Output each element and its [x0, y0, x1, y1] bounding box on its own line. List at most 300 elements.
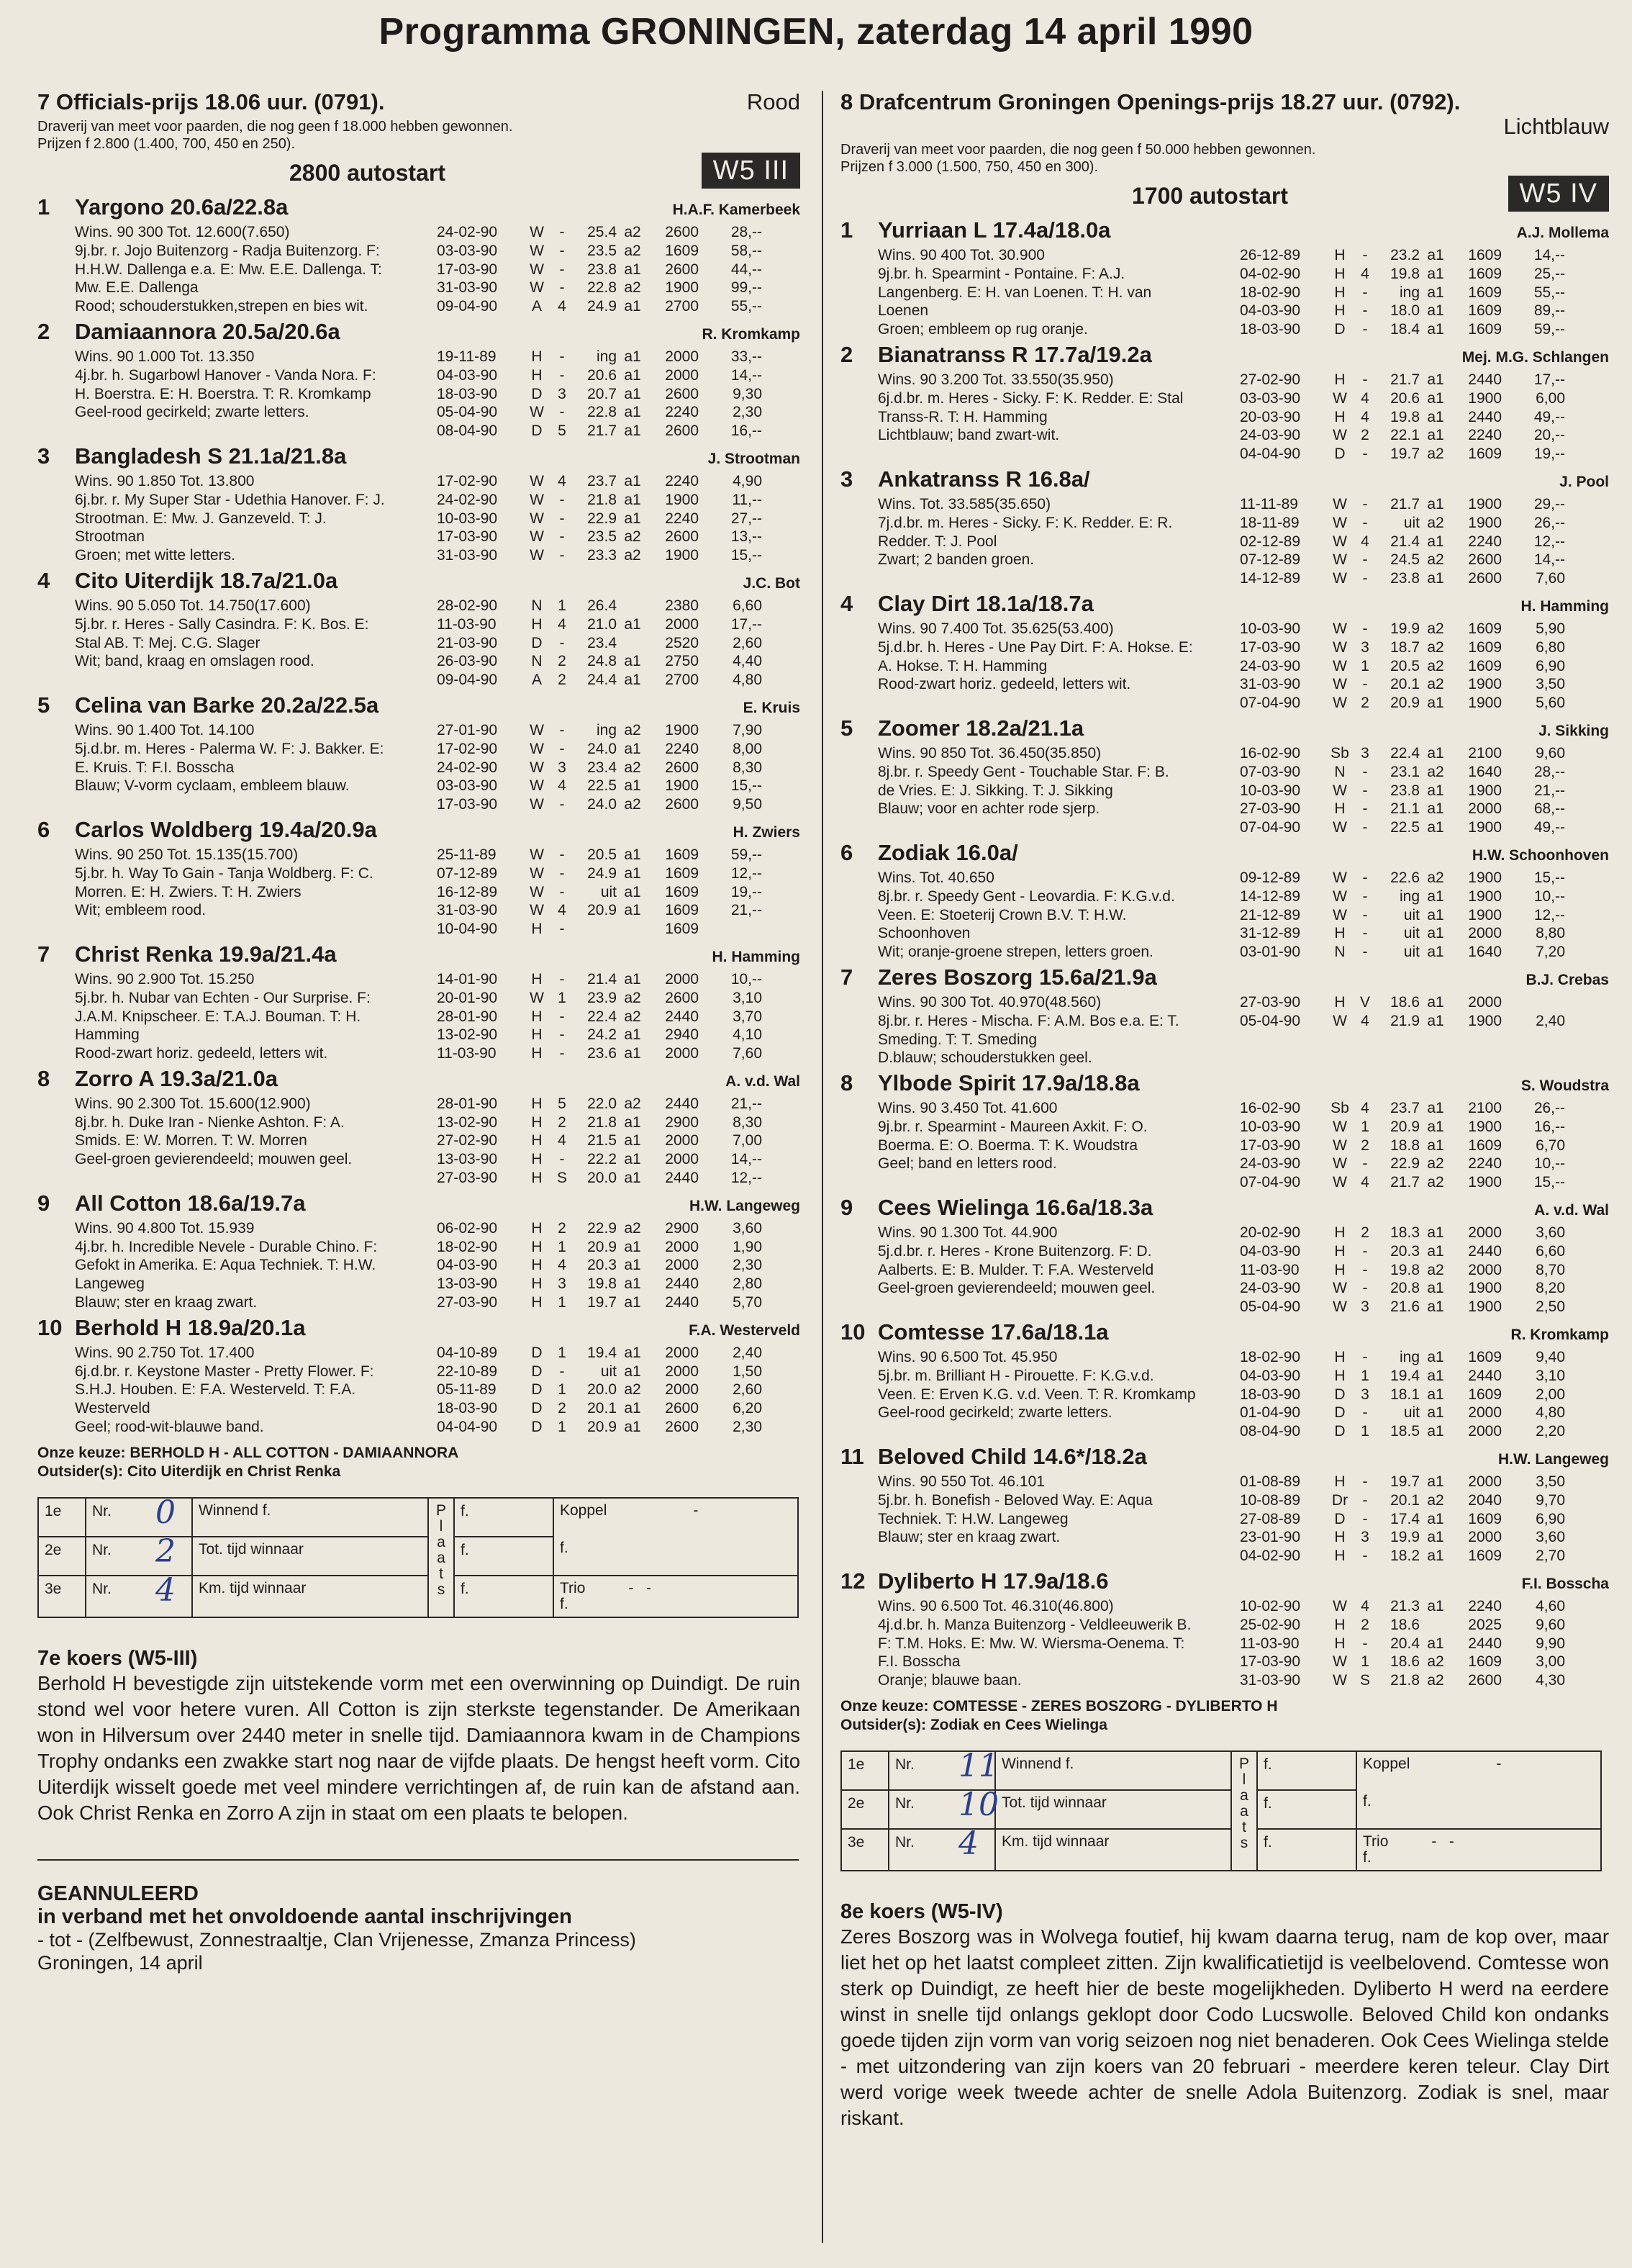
place: 2 — [1361, 1616, 1369, 1633]
place: 1 — [558, 1381, 566, 1399]
horse-entry — [37, 817, 800, 939]
odds: 4,40 — [733, 653, 762, 670]
track-code: W — [530, 224, 544, 240]
distance: 2000 — [1468, 1404, 1502, 1422]
time: 20.9 — [1390, 695, 1420, 712]
plaats-value: f. — [1257, 1751, 1356, 1790]
place: 1 — [558, 1419, 566, 1436]
odds: 1,50 — [733, 1363, 762, 1380]
track-code: H — [1334, 1224, 1346, 1242]
form-row — [1240, 1491, 1609, 1510]
horse-entry — [840, 1195, 1609, 1316]
horse-info-line: Geel-rood gecirkeld; zwarte letters. — [878, 1404, 1112, 1422]
distance: 2000 — [665, 366, 699, 384]
koppel-label: Koppel — [560, 1501, 607, 1519]
distance: 2240 — [665, 740, 699, 757]
time: 24.9 — [587, 298, 617, 315]
distance: 1900 — [665, 777, 699, 795]
horse-body — [37, 721, 800, 814]
track-code: W — [530, 796, 544, 813]
cancelled-details — [37, 1928, 800, 1974]
odds: 6,20 — [733, 1400, 762, 1417]
race-date: 24-02-90 — [437, 759, 498, 776]
trio-cell — [1356, 1829, 1601, 1871]
race-date: 21-03-90 — [437, 634, 498, 651]
race-date: 13-03-90 — [437, 1151, 498, 1168]
horse-info-line: Transs-R. T: H. Hamming — [878, 408, 1048, 425]
form-row — [1240, 782, 1609, 800]
time: 18.5 — [1390, 1423, 1420, 1440]
start-position: a1 — [1427, 1548, 1444, 1565]
start-position: a1 — [1427, 819, 1444, 836]
form-row — [1240, 320, 1609, 339]
form-row — [437, 279, 800, 297]
time: 20.9 — [587, 902, 617, 919]
distance: 1609 — [1468, 657, 1502, 674]
track-code: W — [530, 864, 544, 882]
odds: 4,60 — [1536, 1598, 1565, 1615]
form-row — [437, 846, 800, 864]
koppel-dash: - — [693, 1501, 699, 1519]
race-date: 08-04-90 — [1240, 1423, 1301, 1440]
distance: 2025 — [1468, 1616, 1502, 1633]
plaats-letter: P — [1238, 1756, 1249, 1773]
odds: 3,60 — [733, 1219, 762, 1237]
horse-number: 9 — [840, 1195, 853, 1221]
distance: 2380 — [665, 597, 699, 614]
start-position — [617, 597, 648, 615]
outsider-line: Outsider(s): Zodiak en Cees Wielinga — [840, 1717, 1107, 1734]
page-title: Programma GRONINGEN, zaterdag 14 april 1990 — [378, 11, 1254, 53]
horse-info — [37, 597, 437, 690]
start-position: a1 — [1427, 1529, 1444, 1546]
race-date: 18-03-90 — [1240, 1386, 1301, 1403]
distance: 2100 — [1468, 744, 1502, 762]
track-code: W — [530, 883, 544, 900]
race-date: 17-03-90 — [437, 261, 498, 278]
horse-info-line: E. Kruis. T: F.I. Bosscha — [75, 759, 235, 776]
time: 18.8 — [1390, 1137, 1420, 1154]
odds: 19,-- — [730, 883, 762, 900]
race-class-badge: W5 IV — [1508, 176, 1609, 212]
race-date: 27-03-90 — [437, 1170, 498, 1187]
track-code: H — [531, 1026, 543, 1044]
horse-body — [37, 970, 800, 1063]
horse-number: 6 — [37, 816, 50, 842]
distance: 2600 — [665, 528, 699, 546]
horse-info-line: Langeweg — [75, 1275, 145, 1293]
horse-info-line: Geel-groen gevierendeeld; mouwen geel. — [75, 1151, 353, 1168]
start-position: a2 — [624, 1008, 641, 1025]
track-code: H — [1334, 1635, 1346, 1652]
odds: 19,-- — [1533, 446, 1565, 463]
start-position: a1 — [1427, 1118, 1444, 1135]
race-date: 22-10-89 — [437, 1363, 498, 1380]
distance: 2000 — [1468, 1423, 1502, 1440]
start-position: a1 — [1427, 1635, 1444, 1652]
start-position: a1 — [624, 1045, 641, 1062]
place: 4 — [558, 1132, 566, 1149]
horse-body — [37, 223, 800, 316]
start-position: a1 — [1427, 427, 1444, 444]
horse-number: 5 — [37, 692, 50, 718]
horse-entry — [840, 1568, 1609, 1690]
place: - — [1362, 495, 1368, 512]
start-position: a1 — [624, 883, 641, 900]
start-position: a1 — [624, 1419, 641, 1436]
form-row — [437, 740, 800, 759]
odds: 16,-- — [730, 423, 762, 440]
track-code: W — [1333, 869, 1347, 886]
place: - — [1362, 1404, 1368, 1422]
horse-driver: J. Pool — [1559, 473, 1609, 490]
form-row — [437, 510, 800, 528]
horse-body — [840, 495, 1609, 588]
result-label: Winnend f. — [192, 1498, 428, 1537]
place: 4 — [558, 298, 566, 315]
time — [572, 920, 617, 939]
distance: 1609 — [1468, 1510, 1502, 1527]
place: - — [559, 491, 565, 508]
start-position: a1 — [624, 366, 641, 384]
start-position: a1 — [1427, 1137, 1444, 1154]
odds: 2,40 — [733, 1344, 762, 1361]
result-table-slot — [840, 1750, 1609, 1871]
horse-info-line: Wit; band, kraag en omslagen rood. — [75, 653, 314, 670]
time: 23.5 — [587, 528, 617, 546]
our-choice — [37, 1444, 800, 1481]
place: 4 — [558, 472, 566, 489]
race-date: 04-10-89 — [437, 1344, 498, 1361]
form-row — [437, 1293, 800, 1312]
odds: 17,-- — [730, 615, 762, 633]
cancelled-title: GEANNULEERD — [37, 1881, 199, 1905]
distance: 1900 — [665, 721, 699, 738]
finish-position: 3e — [841, 1829, 889, 1871]
race-date: 18-03-90 — [1240, 321, 1301, 338]
horse-number: 1 — [37, 194, 50, 220]
track-code: H — [531, 1170, 543, 1187]
place: 1 — [558, 989, 566, 1006]
place: 2 — [1361, 695, 1369, 712]
time: 21.1 — [1390, 800, 1420, 818]
track-code: W — [530, 759, 544, 776]
odds: 9,60 — [1536, 1616, 1565, 1633]
number-cell — [889, 1825, 995, 1871]
form-row — [437, 1095, 800, 1113]
track-code: H — [1334, 265, 1346, 282]
horse-body — [840, 744, 1609, 837]
horse-info-line: de Vries. E: J. Sikking. T: J. Sikking — [878, 782, 1113, 799]
horse-name: Zorro A 19.3a/21.0a — [75, 1065, 278, 1091]
track-code: H — [531, 1275, 543, 1293]
form-row — [1240, 1298, 1609, 1316]
odds: 14,-- — [730, 1151, 762, 1168]
place: - — [559, 721, 565, 738]
place: 1 — [1361, 1653, 1369, 1671]
time: 23.7 — [587, 472, 617, 489]
horse-info — [840, 1597, 1240, 1690]
odds: 3,60 — [1536, 1529, 1565, 1546]
track-code: W — [530, 404, 544, 421]
horse-info-line: Wins. 90 3.200 Tot. 33.550(35.950) — [878, 371, 1114, 388]
track-code: H — [1334, 1529, 1346, 1546]
place: 4 — [1361, 533, 1369, 550]
plaats-letter: t — [1242, 1819, 1246, 1836]
result-row — [841, 1829, 1601, 1871]
distance: 1900 — [1468, 819, 1502, 836]
horse-entry — [840, 1319, 1609, 1441]
distance: 2000 — [1468, 993, 1502, 1011]
place: S — [556, 1170, 567, 1187]
odds: 9,60 — [1536, 744, 1565, 762]
track-code: H — [1334, 408, 1346, 425]
horse-info — [37, 846, 437, 939]
track-code: H — [1334, 1616, 1346, 1633]
odds: 2,80 — [733, 1275, 762, 1293]
horse-info-line: 9j.br. r. Jojo Buitenzorg - Radja Buitenzorg. F: — [75, 242, 380, 259]
time: 22.2 — [587, 1151, 617, 1168]
horse-info-line: Blauw; voor en achter rode sjerp. — [878, 800, 1100, 818]
odds: 14,-- — [1533, 551, 1565, 569]
horse-info-line: Redder. T: J. Pool — [878, 533, 997, 550]
start-position: a1 — [1427, 1386, 1444, 1403]
form-row — [1240, 763, 1609, 782]
start-position: a1 — [624, 846, 641, 863]
track-code: N — [531, 653, 543, 670]
place: 5 — [558, 423, 566, 440]
distance: 1900 — [1468, 495, 1502, 512]
track-code: W — [1333, 514, 1347, 531]
horse-info — [37, 1095, 437, 1188]
odds: 4,10 — [733, 1026, 762, 1044]
handwritten-number: 4 — [155, 1571, 176, 1609]
start-position: a1 — [624, 1294, 641, 1311]
place: - — [1362, 284, 1368, 301]
distance: 2000 — [665, 615, 699, 633]
start-position: a2 — [1427, 1261, 1444, 1278]
place: 4 — [1361, 1598, 1369, 1615]
horse-entry — [37, 1315, 800, 1437]
horse-driver: H. Zwiers — [733, 823, 800, 841]
place: - — [1362, 1473, 1368, 1491]
horse-entry — [840, 715, 1609, 837]
form-row — [1240, 1242, 1609, 1261]
track-code: W — [530, 777, 544, 795]
distance-row — [840, 176, 1609, 214]
horse-number: 7 — [37, 941, 50, 967]
odds: 4,30 — [1536, 1672, 1565, 1689]
distance: 1640 — [1468, 944, 1502, 961]
distance: 2000 — [1468, 1261, 1502, 1278]
distance: 2440 — [1468, 1367, 1502, 1384]
number-label: Nr. — [92, 1502, 112, 1519]
horse-entry — [37, 568, 800, 690]
result-label: Winnend f. — [995, 1751, 1231, 1790]
place: - — [559, 1151, 565, 1168]
odds: 12,-- — [1533, 533, 1565, 550]
start-position: a2 — [1427, 1491, 1444, 1509]
horse-driver: J. Strootman — [707, 450, 800, 467]
distance: 1609 — [1468, 638, 1502, 656]
horse-info-line: Strootman — [75, 528, 145, 546]
result-label: Km. tijd winnaar — [192, 1576, 428, 1617]
start-position: a2 — [624, 796, 641, 813]
distance: 2240 — [1468, 427, 1502, 444]
time: 18.6 — [1390, 1653, 1420, 1671]
form-row — [1240, 426, 1609, 445]
time: 21.8 — [587, 1113, 617, 1131]
time: 20.1 — [1390, 1491, 1420, 1509]
time: 23.8 — [1390, 782, 1420, 799]
horse-header — [840, 217, 1609, 246]
track-code: H — [1334, 925, 1346, 942]
distance: 1900 — [1468, 695, 1502, 712]
odds: 26,-- — [1533, 1100, 1565, 1117]
track-code: H — [531, 1257, 543, 1274]
race-date: 10-04-90 — [437, 921, 498, 938]
race-date: 11-11-89 — [1240, 495, 1298, 512]
horse-info-line: 8j.br. r. Heres - Mischa. F: A.M. Bos e.a. E: T. — [878, 1012, 1179, 1029]
race-prizes: Prijzen f 3.000 (1.500, 750, 450 en 300). — [840, 159, 1099, 175]
track-code: W — [1333, 1653, 1347, 1671]
race-date: 17-03-90 — [437, 796, 498, 813]
place: - — [1362, 800, 1368, 818]
time: 20.4 — [1390, 1635, 1420, 1652]
form-row — [437, 528, 800, 546]
track-code: H — [1334, 302, 1346, 320]
place: 3 — [558, 385, 566, 402]
time: 23.6 — [587, 1045, 617, 1062]
horse-info — [840, 1473, 1240, 1566]
time: 21.3 — [1390, 1598, 1420, 1615]
odds: 59,-- — [1533, 321, 1565, 338]
race-date: 23-01-90 — [1240, 1529, 1301, 1546]
place: 2 — [558, 672, 566, 689]
horse-info-line: Veen. E: Stoeterij Crown B.V. T: H.W. — [878, 906, 1127, 923]
race-date: 17-03-90 — [1240, 1653, 1301, 1671]
number-cell — [86, 1532, 192, 1576]
start-position: a2 — [1427, 763, 1444, 780]
horse-info — [840, 246, 1240, 339]
odds: 9,40 — [1536, 1349, 1565, 1366]
horse-form — [437, 1219, 800, 1312]
time: 22.5 — [1390, 819, 1420, 836]
distance: 2440 — [665, 1275, 699, 1293]
form-row — [1240, 1386, 1609, 1404]
race-date: 31-03-90 — [1240, 676, 1301, 693]
time: ing — [596, 348, 617, 365]
race-date: 27-03-90 — [1240, 800, 1301, 818]
plaats-value: f. — [1257, 1790, 1356, 1829]
horse-name: Celina van Barke 20.2a/22.5a — [75, 692, 379, 718]
number-label: Nr. — [92, 1541, 112, 1558]
horse-name: Ylbode Spirit 17.9a/18.8a — [878, 1070, 1140, 1096]
place: - — [1362, 514, 1368, 531]
horse-driver: B.J. Crebas — [1526, 971, 1609, 988]
odds: 4,80 — [733, 672, 762, 689]
horse-number: 5 — [840, 715, 853, 741]
time: 20.7 — [587, 385, 617, 402]
race-date: 31-03-90 — [437, 279, 498, 297]
horse-header — [37, 1315, 800, 1344]
form-row — [1240, 694, 1609, 713]
number-label: Nr. — [895, 1795, 915, 1812]
form-row — [1240, 657, 1609, 676]
number-cell — [889, 1748, 999, 1790]
horse-info-line: 6j.d.br. r. Keystone Master - Pretty Flower. F: — [75, 1363, 374, 1380]
time: 24.0 — [587, 740, 617, 757]
odds: 7,60 — [733, 1045, 762, 1062]
track-code: W — [530, 740, 544, 757]
time: 20.1 — [1390, 676, 1420, 693]
horse-driver: E. Kruis — [743, 699, 800, 716]
horse-info — [37, 348, 437, 441]
race-prizes: Prijzen f 2.800 (1.400, 700, 450 en 250). — [37, 136, 296, 152]
koppel-line — [560, 1503, 792, 1519]
horse-info-line: 8j.br. r. Speedy Gent - Leovardia. F: K.G.v.d. — [878, 887, 1175, 905]
place: - — [559, 528, 565, 546]
horse-driver: H.A.F. Kamerbeek — [672, 202, 800, 218]
time: 22.4 — [587, 1008, 617, 1025]
start-position: a2 — [624, 242, 641, 259]
race-title: 8 Drafcentrum Groningen Openings-prijs 18.27 uur. (0792). — [840, 89, 1461, 114]
time: 19.8 — [1390, 408, 1420, 425]
choice-line: Onze keuze: COMTESSE - ZERES BOSZORG - DYLIBERTO H — [840, 1698, 1278, 1715]
distance: 1609 — [1468, 446, 1502, 463]
odds: 21,-- — [730, 1095, 762, 1112]
horse-info-line: Wins. 90 6.500 Tot. 45.950 — [878, 1349, 1058, 1366]
start-position: a1 — [624, 740, 641, 757]
place: - — [1362, 869, 1368, 886]
start-position: a1 — [1427, 887, 1444, 905]
race-date: 17-03-90 — [1240, 1137, 1301, 1154]
distance: 1900 — [1468, 676, 1502, 693]
horse-info-line: F.I. Bosscha — [878, 1653, 961, 1671]
race-date: 17-02-90 — [437, 472, 498, 489]
horse-info-line: Wins. 90 1.000 Tot. 13.350 — [75, 348, 255, 365]
number-cell — [889, 1786, 999, 1829]
track-code: W — [530, 510, 544, 527]
horse-name: Zeres Boszorg 15.6a/21.9a — [878, 964, 1157, 990]
distance: 2440 — [665, 1294, 699, 1311]
odds: 33,-- — [730, 348, 762, 365]
commentary-text: Zeres Boszorg was in Wolvega foutief, hij kwam daarna terug, nam de kop over, maar liet het op het laatst compleet zitten. Zijn kwalificatietijd is veelbelovend. Comtesse won sterk op Duindigt, ze heeft hier de beste mogelijkheden. Dyliberto H werd na eerdere winst in snelle tijd onlangs geklopt door Codo Lucswolle. Beloved Child kon ondanks goede tijden zijn vorm van vorig seizoen nog niet benaderen. Ook Cees Wielinga stelde - met uitzondering van zijn koers van 20 februari - meerdere keren teleur. Clay Dirt werd vorige week tweede achter de snelle Adola Buitenzorg. Zodiak is snel, maar riskant. — [840, 1925, 1609, 2130]
distance: 2240 — [665, 510, 699, 527]
horse-info-line: Wins. 90 7.400 Tot. 35.625(53.400) — [878, 620, 1114, 637]
race-date: 31-03-90 — [1240, 1672, 1301, 1689]
race-date: 27-02-90 — [1240, 371, 1301, 388]
result-table — [840, 1750, 1602, 1871]
time: uit — [1403, 906, 1420, 923]
time: 19.9 — [1390, 620, 1420, 637]
race-date: 09-04-90 — [437, 298, 498, 315]
odds: 5,90 — [1536, 620, 1565, 637]
horse-info-line: Wins. 90 2.300 Tot. 15.600(12.900) — [75, 1095, 311, 1112]
race-date: 03-01-90 — [1240, 944, 1301, 961]
race-date: 02-12-89 — [1240, 533, 1301, 550]
distance: 2440 — [1468, 1635, 1502, 1652]
odds: 15,-- — [1533, 1174, 1565, 1191]
time: 21.0 — [587, 615, 617, 633]
time: 20.9 — [1390, 1118, 1420, 1135]
time: 20.9 — [587, 1419, 617, 1436]
odds: 89,-- — [1533, 302, 1565, 320]
time: 24.4 — [587, 672, 617, 689]
form-row — [437, 297, 800, 316]
track-code: H — [531, 921, 543, 938]
horse-info-line: 4j.br. h. Sugarbowl Hanover - Vanda Nora. F: — [75, 366, 376, 384]
